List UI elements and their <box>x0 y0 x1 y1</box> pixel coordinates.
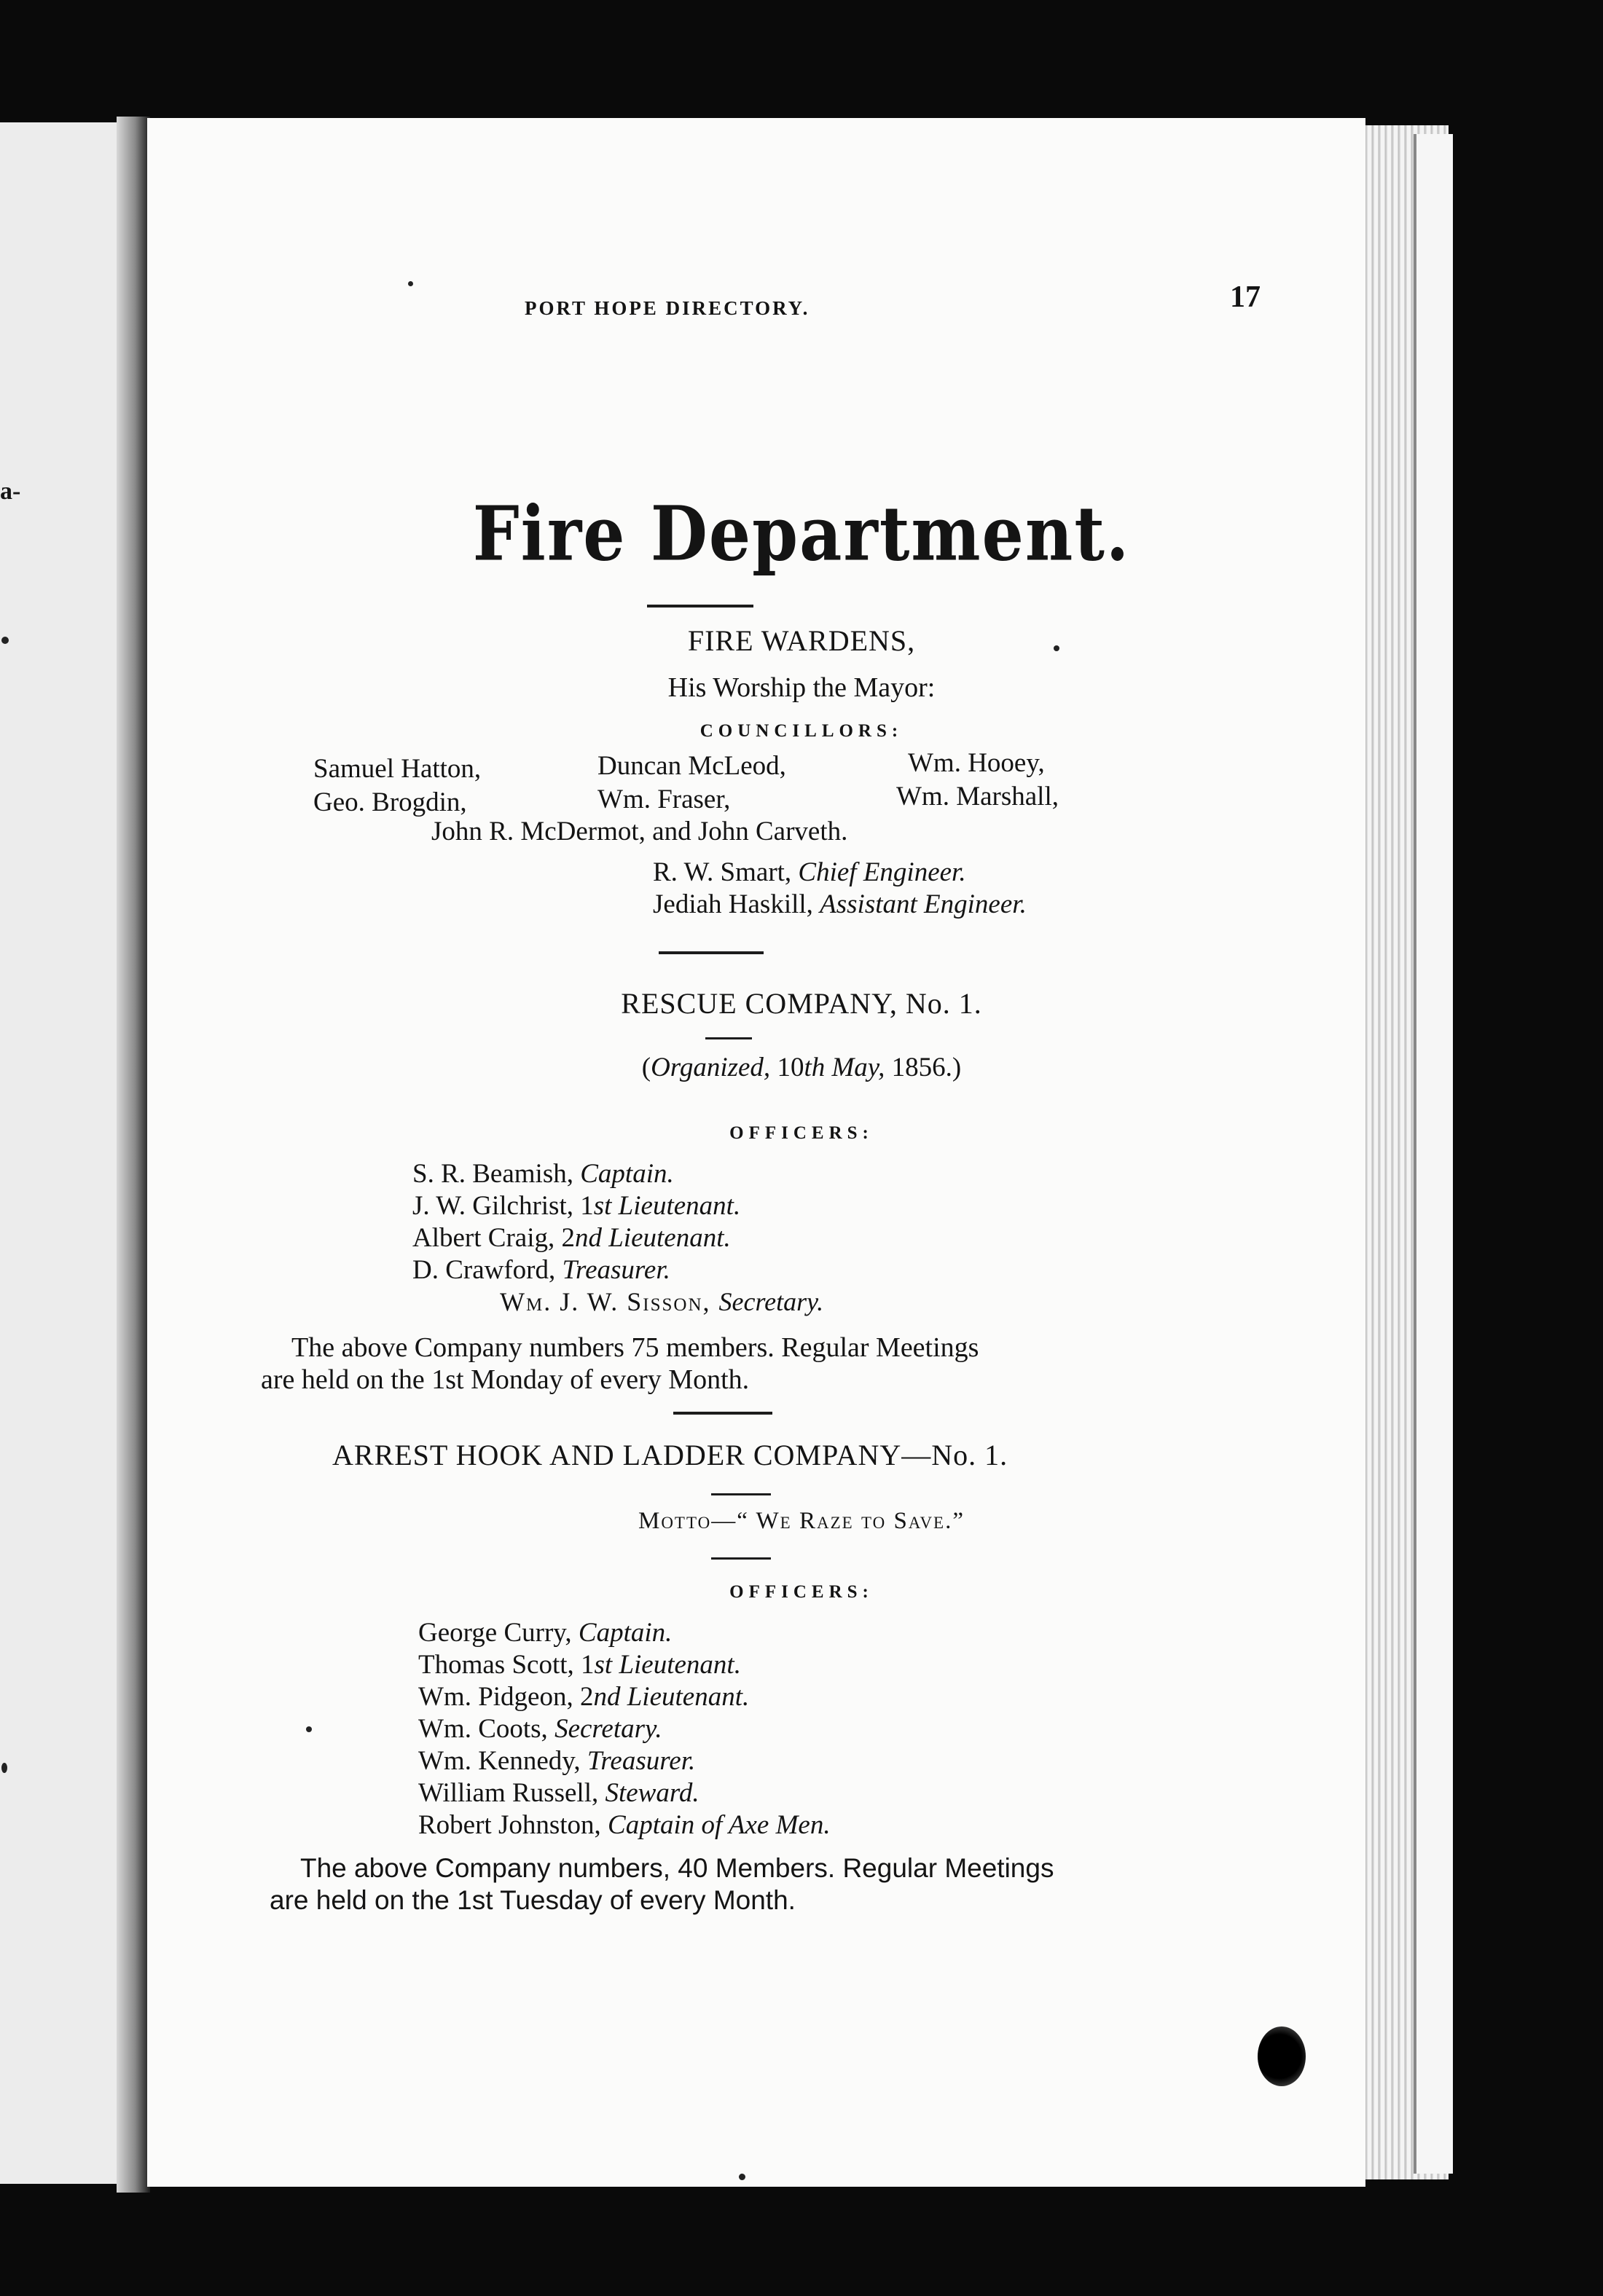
organized-month: th May, <box>804 1053 885 1082</box>
officer-name: D. Crawford, <box>412 1255 556 1285</box>
officer-row <box>412 1254 670 1286</box>
running-head-title: PORT HOPE DIRECTORY. <box>525 297 810 319</box>
divider-rule <box>647 605 753 608</box>
officer-role: Secretary. <box>718 1287 824 1316</box>
councillor: Wm. Fraser, <box>597 785 731 814</box>
divider-rule <box>705 1037 752 1039</box>
hook-ladder-note: are held on the 1st Tuesday of every Month. <box>270 1885 796 1915</box>
officer-row <box>500 1286 823 1317</box>
rescue-officers-label: OFFICERS: <box>729 1123 874 1143</box>
officer-name: S. R. Beamish, <box>412 1159 573 1189</box>
hook-ladder-heading: ARREST HOOK AND LADDER COMPANY—No. 1. <box>332 1439 1008 1471</box>
divider-rule <box>711 1493 771 1495</box>
rescue-note: The above Company numbers 75 members. Regular Meetings <box>291 1332 979 1363</box>
officer-name: Wm. J. W. Sisson, <box>500 1287 711 1316</box>
officer-name: Wm. Kennedy, <box>418 1746 581 1776</box>
chief-engineer <box>653 857 966 888</box>
fire-wardens-heading: FIRE WARDENS, <box>687 624 916 657</box>
officer-row <box>418 1777 699 1809</box>
councillor: Samuel Hatton, <box>313 754 482 784</box>
officer-role: Chief Engineer. <box>798 857 966 887</box>
ink-blot <box>1258 2026 1306 2086</box>
organized-year: 1856.) <box>891 1053 962 1082</box>
speck <box>408 281 413 286</box>
councillor: Wm. Marshall, <box>896 782 1059 811</box>
speck <box>306 1726 312 1732</box>
officer-name: Wm. Coots, <box>418 1714 548 1744</box>
officer-role: Captain. <box>578 1618 673 1648</box>
book-gutter <box>117 117 150 2193</box>
officer-row <box>412 1190 740 1222</box>
officer-role: Captain of Axe Men. <box>608 1810 831 1840</box>
facing-page-fragment: a- <box>0 478 21 505</box>
officer-row <box>418 1617 672 1648</box>
officer-role: st Lieutenant. <box>594 1650 741 1680</box>
organized-day: 10 <box>777 1053 804 1082</box>
officer-role: Treasurer. <box>587 1746 696 1776</box>
mayor-line: His Worship the Mayor: <box>667 672 936 703</box>
page-edges-outer <box>1414 134 1453 2174</box>
organized-label: Organized, <box>651 1053 771 1082</box>
rescue-organized: (Organized, 10th May, 1856.) <box>641 1053 962 1082</box>
facing-page <box>0 122 131 2184</box>
divider-rule <box>673 1412 772 1415</box>
officer-name: Thomas Scott, 1 <box>418 1650 595 1680</box>
section-title: Fire Department. <box>472 490 1131 578</box>
divider-rule <box>711 1557 771 1560</box>
officer-role: Assistant Engineer. <box>820 889 1027 919</box>
officer-name: J. W. Gilchrist, 1 <box>412 1191 594 1221</box>
officer-name: Robert Johnston, <box>418 1810 601 1840</box>
page-number: 17 <box>1230 280 1261 314</box>
hook-ladder-officers-label: OFFICERS: <box>729 1582 874 1602</box>
councillor: John R. McDermot, and John Carveth. <box>431 817 848 846</box>
officer-name: George Curry, <box>418 1618 572 1648</box>
officer-role: st Lieutenant. <box>593 1191 741 1221</box>
hook-ladder-note: The above Company numbers, 40 Members. Regular Meetings <box>300 1853 1054 1883</box>
officer-row <box>418 1649 741 1680</box>
rescue-note: are held on the 1st Monday of every Month. <box>261 1364 750 1395</box>
hook-ladder-motto: Motto—“ We Raze to Save.” <box>638 1508 965 1534</box>
councillor: Geo. Brogdin, <box>313 787 467 817</box>
officer-role: nd Lieutenant. <box>574 1223 731 1253</box>
officer-name: Wm. Pidgeon, 2 <box>418 1682 594 1712</box>
divider-rule <box>659 951 764 954</box>
officer-row <box>418 1713 662 1745</box>
officer-role: Captain. <box>580 1159 674 1189</box>
councillor: Wm. Hooey, <box>908 748 1045 778</box>
officer-row <box>418 1681 749 1713</box>
officer-name: Jediah Haskill, <box>653 889 813 919</box>
councillors-label: COUNCILLORS: <box>699 721 904 741</box>
officer-name: William Russell, <box>418 1778 599 1808</box>
officer-role: Secretary. <box>554 1714 662 1744</box>
rescue-heading: RESCUE COMPANY, No. 1. <box>621 987 982 1020</box>
speck <box>1 1763 7 1773</box>
councillor: Duncan McLeod, <box>597 751 786 781</box>
officer-role: Steward. <box>605 1778 699 1808</box>
officer-row <box>412 1158 674 1190</box>
speck <box>739 2174 745 2180</box>
officer-name: R. W. Smart, <box>653 857 792 887</box>
officer-row <box>412 1222 731 1254</box>
officer-name: Albert Craig, 2 <box>412 1223 575 1253</box>
officer-row <box>418 1809 831 1841</box>
assistant-engineer <box>653 889 1027 920</box>
officer-role: Treasurer. <box>562 1255 670 1285</box>
officer-row <box>418 1745 695 1777</box>
officer-role: nd Lieutenant. <box>593 1682 750 1712</box>
